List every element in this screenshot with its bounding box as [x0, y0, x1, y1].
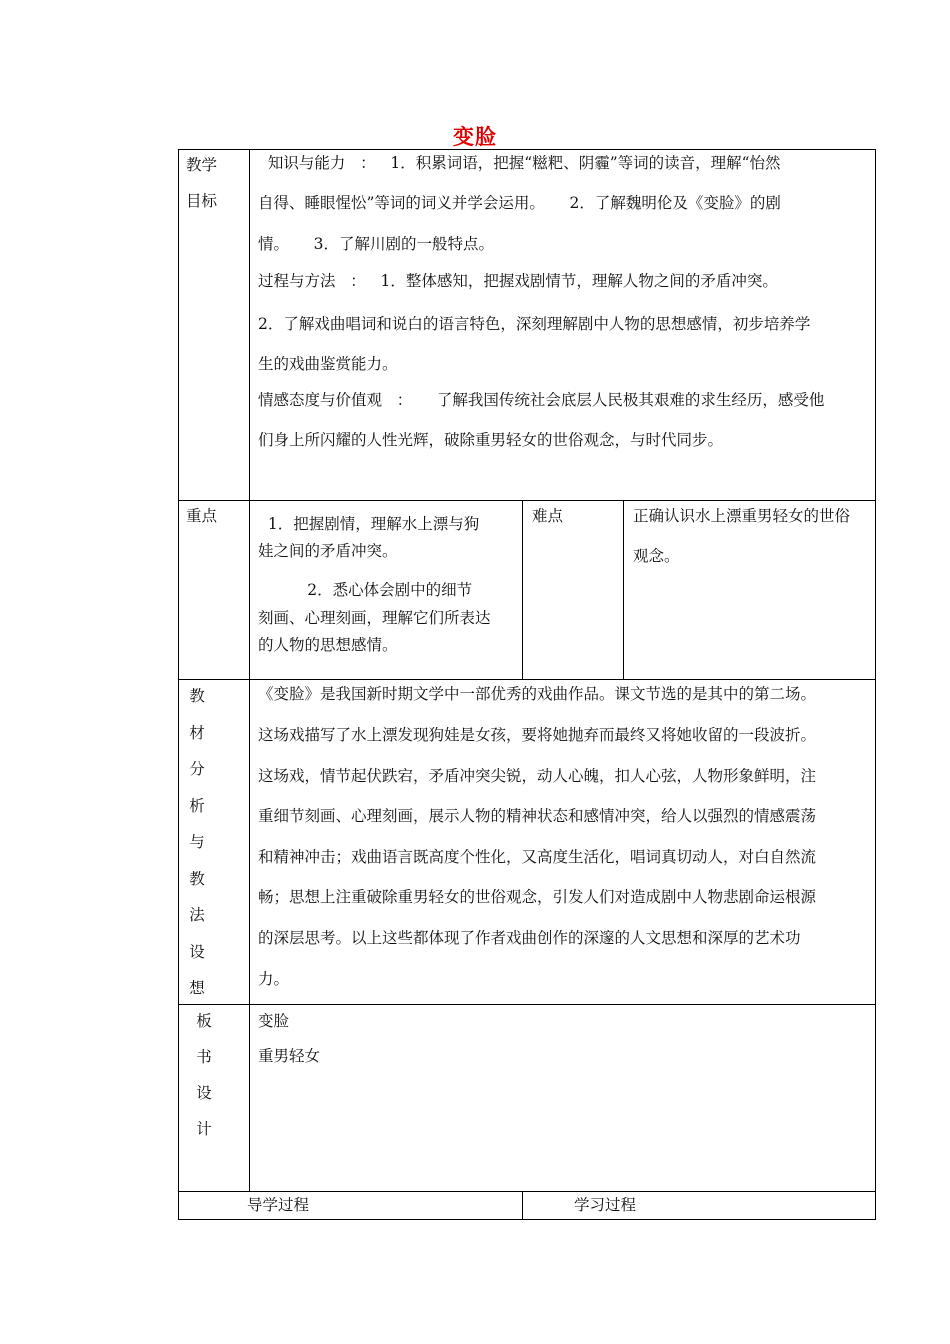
table-rule: [875, 149, 876, 1220]
document-title: 变脸: [453, 125, 497, 149]
table-rule: [522, 1191, 523, 1220]
table-rule: [178, 149, 876, 150]
table-rule: [178, 500, 876, 501]
analysis-label: 教 材 分 析 与 教 法 设 想: [189, 687, 205, 997]
table-rule: [249, 149, 250, 1192]
table-rule: [178, 1219, 876, 1220]
analysis-line: 《变脸》是我国新时期文学中一部优秀的戏曲作品。课文节选的是其中的第二场。: [258, 685, 817, 703]
objectives-line: 情感态度与价值观 ： 了解我国传统社会底层人民极其艰难的求生经历，感受他: [258, 391, 825, 409]
key-points-line: 2．悉心体会剧中的细节: [258, 581, 473, 599]
key-points-label: 重点: [186, 507, 218, 525]
key-points-line: 娃之间的矛盾冲突。: [258, 542, 398, 560]
objectives-line: 知识与能力 ： 1．积累词语，把握“糍粑、阴霾”等词的读音，理解“怡然: [258, 154, 781, 172]
board-line: 重男轻女: [258, 1047, 321, 1065]
table-rule: [178, 1191, 876, 1192]
table-rule: [178, 1004, 876, 1005]
analysis-line: 重细节刻画、心理刻画，展示人物的精神状态和感情冲突，给人以强烈的情感震荡: [258, 807, 817, 825]
board-label: 板 书 设 计: [196, 1012, 212, 1138]
board-line: 变脸: [258, 1012, 290, 1030]
footer-left-heading: 导学过程: [247, 1196, 310, 1214]
analysis-line: 这场戏，情节起伏跌宕，矛盾冲突尖锐，动人心魄，扣人心弦，人物形象鲜明，注: [258, 767, 817, 785]
difficulty-line: 观念。: [633, 547, 680, 565]
analysis-line: 的深层思考。以上这些都体现了作者戏曲创作的深邃的人文思想和深厚的艺术功: [258, 929, 801, 947]
objectives-line: 生的戏曲鉴赏能力。: [258, 355, 398, 373]
objectives-label: 教学 目标: [186, 156, 218, 210]
table-rule: [178, 679, 876, 680]
difficulty-label: 难点: [532, 507, 564, 525]
objectives-line: 自得、睡眼惺忪”等词的词义并学会运用。 2．了解魏明伦及《变脸》的剧: [258, 194, 781, 212]
footer-right-heading: 学习过程: [574, 1196, 637, 1214]
analysis-line: 力。: [258, 970, 290, 988]
analysis-line: 这场戏描写了水上漂发现狗娃是女孩，要将她抛弃而最终又将她收留的一段波折。: [258, 726, 817, 744]
key-points-line: 1．把握剧情，理解水上漂与狗: [258, 515, 480, 533]
objectives-line: 过程与方法 ： 1．整体感知，把握戏剧情节，理解人物之间的矛盾冲突。: [258, 272, 778, 290]
difficulty-line: 正确认识水上漂重男轻女的世俗: [633, 507, 851, 525]
key-points-line: 的人物的思想感情。: [258, 636, 398, 654]
table-rule: [178, 149, 179, 1220]
analysis-line: 和精神冲击；戏曲语言既高度个性化，又高度生活化，唱词真切动人，对白自然流: [258, 848, 817, 866]
objectives-line: 2．了解戏曲唱词和说白的语言特色，深刻理解剧中人物的思想感情，初步培养学: [258, 315, 811, 333]
key-points-line: 刻画、心理刻画，理解它们所表达: [258, 609, 491, 627]
analysis-line: 畅；思想上注重破除重男轻女的世俗观念，引发人们对造成剧中人物悲剧命运根源: [258, 888, 817, 906]
table-rule: [623, 500, 624, 680]
objectives-line: 情。 3．了解川剧的一般特点。: [258, 235, 494, 253]
table-rule: [522, 500, 523, 680]
objectives-line: 们身上所闪耀的人性光辉，破除重男轻女的世俗观念，与时代同步。: [258, 431, 724, 449]
